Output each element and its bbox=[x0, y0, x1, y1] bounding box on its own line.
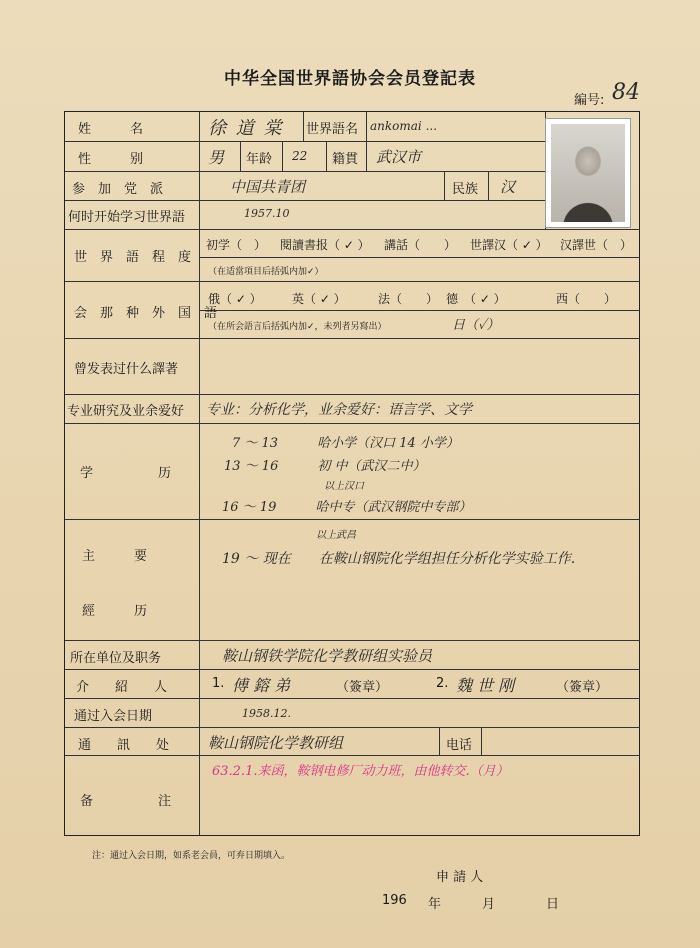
label-address: 通 訊 处 bbox=[78, 738, 170, 753]
doc-number-label: 編号: bbox=[574, 93, 605, 108]
label-party: 参 加 党 派 bbox=[72, 182, 164, 197]
row-divider bbox=[65, 698, 640, 699]
entry-education-3: 16 ～ 19 哈中专（武汉钢院中专部） bbox=[222, 500, 472, 515]
cell-divider bbox=[444, 171, 445, 200]
entry-name: 徐 道 棠 bbox=[208, 118, 284, 139]
label-experience-1: 主 要 bbox=[82, 549, 148, 564]
label-sex: 性 别 bbox=[78, 152, 144, 167]
cell-divider bbox=[282, 141, 283, 171]
row-divider bbox=[65, 171, 545, 172]
cell-divider bbox=[366, 112, 367, 141]
label-published: 曾发表过什么譯著 bbox=[74, 362, 179, 377]
level-option-beginner: 初学（ ） bbox=[206, 238, 267, 252]
label-join-date: 通过入会日期 bbox=[74, 709, 153, 724]
level-option-speaking: 講話（ ） bbox=[384, 238, 457, 252]
label-column-divider bbox=[199, 112, 200, 835]
label-start-study: 何时开始学习世界語 bbox=[68, 210, 186, 225]
row-divider bbox=[65, 200, 545, 201]
foreign-option-german: 德 （ ✓ ） bbox=[446, 292, 506, 306]
introducer-2-stamp: （簽章） bbox=[556, 680, 609, 695]
row-divider bbox=[65, 727, 640, 728]
cell-divider bbox=[366, 141, 367, 171]
label-workplace: 所在单位及职务 bbox=[70, 651, 162, 666]
cell-divider bbox=[326, 141, 327, 171]
introducer-1-stamp: （簽章） bbox=[336, 680, 389, 695]
label-ethnicity: 民族 bbox=[452, 182, 479, 197]
footnote: 注：通过入会日期，如系老会員，可弃日期填入。 bbox=[92, 851, 291, 861]
entry-address: 鞍山钢院化学教研组 bbox=[208, 734, 344, 752]
label-remarks: 备 注 bbox=[80, 794, 172, 809]
row-divider bbox=[65, 338, 640, 339]
label-native-place: 籍貫 bbox=[332, 152, 359, 167]
year-label: 年 bbox=[428, 897, 442, 912]
entry-specialty: 专业：分析化学，业余爱好：语言学、文学 bbox=[206, 402, 472, 418]
label-age: 年龄 bbox=[246, 152, 273, 167]
row-divider bbox=[65, 141, 545, 142]
foreign-option-russian: 俄（ ✓ ） bbox=[208, 292, 262, 306]
entry-education-1: 7 ～ 13 哈小学（汉口 14 小学） bbox=[232, 436, 459, 451]
sub-row-divider bbox=[200, 310, 640, 311]
entry-join-date: 1958.12. bbox=[242, 707, 291, 720]
applicant-label: 申 請 人 bbox=[436, 870, 484, 885]
row-divider bbox=[65, 394, 640, 395]
entry-start-study: 1957.10 bbox=[244, 207, 290, 220]
sub-row-divider bbox=[200, 257, 640, 258]
row-divider bbox=[65, 755, 640, 756]
row-divider bbox=[65, 519, 640, 520]
member-photo bbox=[545, 118, 631, 228]
entry-remark: 63.2.1.来函，鞍钢电修厂动力班，由他转交.（月） bbox=[212, 764, 509, 779]
entry-introducer-2: 魏 世 刚 bbox=[456, 676, 515, 695]
entry-education-note: 以上汉口 bbox=[324, 481, 364, 492]
cell-divider bbox=[439, 727, 440, 755]
cell-divider bbox=[240, 141, 241, 171]
row-divider bbox=[65, 423, 640, 424]
entry-native-place: 武汉市 bbox=[376, 148, 422, 166]
entry-party: 中国共青团 bbox=[230, 178, 306, 196]
label-phone: 电话 bbox=[446, 738, 473, 753]
foreign-option-french: 法（ ） bbox=[378, 292, 439, 306]
entry-age: 22 bbox=[292, 149, 308, 163]
entry-introducer-1: 傅 鎔 弟 bbox=[232, 676, 291, 695]
label-introducer: 介 紹 人 bbox=[76, 680, 168, 695]
day-label: 日 bbox=[546, 897, 560, 912]
label-specialty: 专业研究及业余爱好 bbox=[67, 404, 185, 419]
row-divider bbox=[65, 281, 640, 282]
entry-experience-1: 19 ～ 现在 在鞍山钢院化学组担任分析化学实验工作. bbox=[222, 551, 576, 567]
row-divider bbox=[65, 229, 640, 230]
label-name: 姓 名 bbox=[78, 122, 144, 137]
foreign-option-spanish: 西（ ） bbox=[556, 292, 617, 306]
month-label: 月 bbox=[482, 897, 496, 912]
cell-divider bbox=[303, 112, 304, 141]
level-note: （在适當項目后括弧内加✓） bbox=[208, 267, 324, 277]
entry-esperanto-name: ankomai ... bbox=[370, 119, 438, 133]
label-level: 世 界 語 程 度 bbox=[74, 250, 192, 265]
year-prefix: 196 bbox=[382, 893, 407, 908]
entry-sex: 男 bbox=[208, 148, 225, 167]
foreign-option-english: 英（ ✓ ） bbox=[292, 292, 346, 306]
label-experience-2: 經 历 bbox=[82, 604, 148, 619]
entry-education-2: 13 ～ 16 初 中（武汉二中） bbox=[224, 459, 426, 474]
level-option-eo-to-zh: 世譯汉（ ✓ ） bbox=[470, 238, 548, 252]
row-divider bbox=[65, 669, 640, 670]
label-education: 学 历 bbox=[80, 466, 172, 481]
label-foreign: 会 那 种 外 国 語 bbox=[74, 306, 218, 321]
doc-number-value: 84 bbox=[612, 80, 640, 105]
cell-divider bbox=[481, 727, 482, 755]
form-title: 中华全国世界語协会会员登記表 bbox=[224, 69, 476, 89]
extra-language-entry: 日（✓） bbox=[452, 318, 500, 333]
cell-divider bbox=[488, 171, 489, 200]
introducer-1-number: 1. bbox=[212, 676, 225, 691]
row-divider bbox=[65, 640, 640, 641]
foreign-note: （在所会語言后括弧内加✓，未列者另寫出） bbox=[208, 322, 387, 332]
level-option-reading: 閱讀書报（ ✓ ） bbox=[280, 238, 370, 252]
entry-ethnicity: 汉 bbox=[500, 178, 516, 196]
introducer-2-number: 2. bbox=[436, 676, 449, 691]
label-esperanto-name: 世界語名 bbox=[306, 122, 359, 137]
entry-experience-note: 以上武昌 bbox=[316, 530, 356, 541]
level-option-zh-to-eo: 汉譯世（ ） bbox=[560, 238, 633, 252]
entry-workplace: 鞍山钢铁学院化学教研组实验员 bbox=[222, 647, 433, 665]
